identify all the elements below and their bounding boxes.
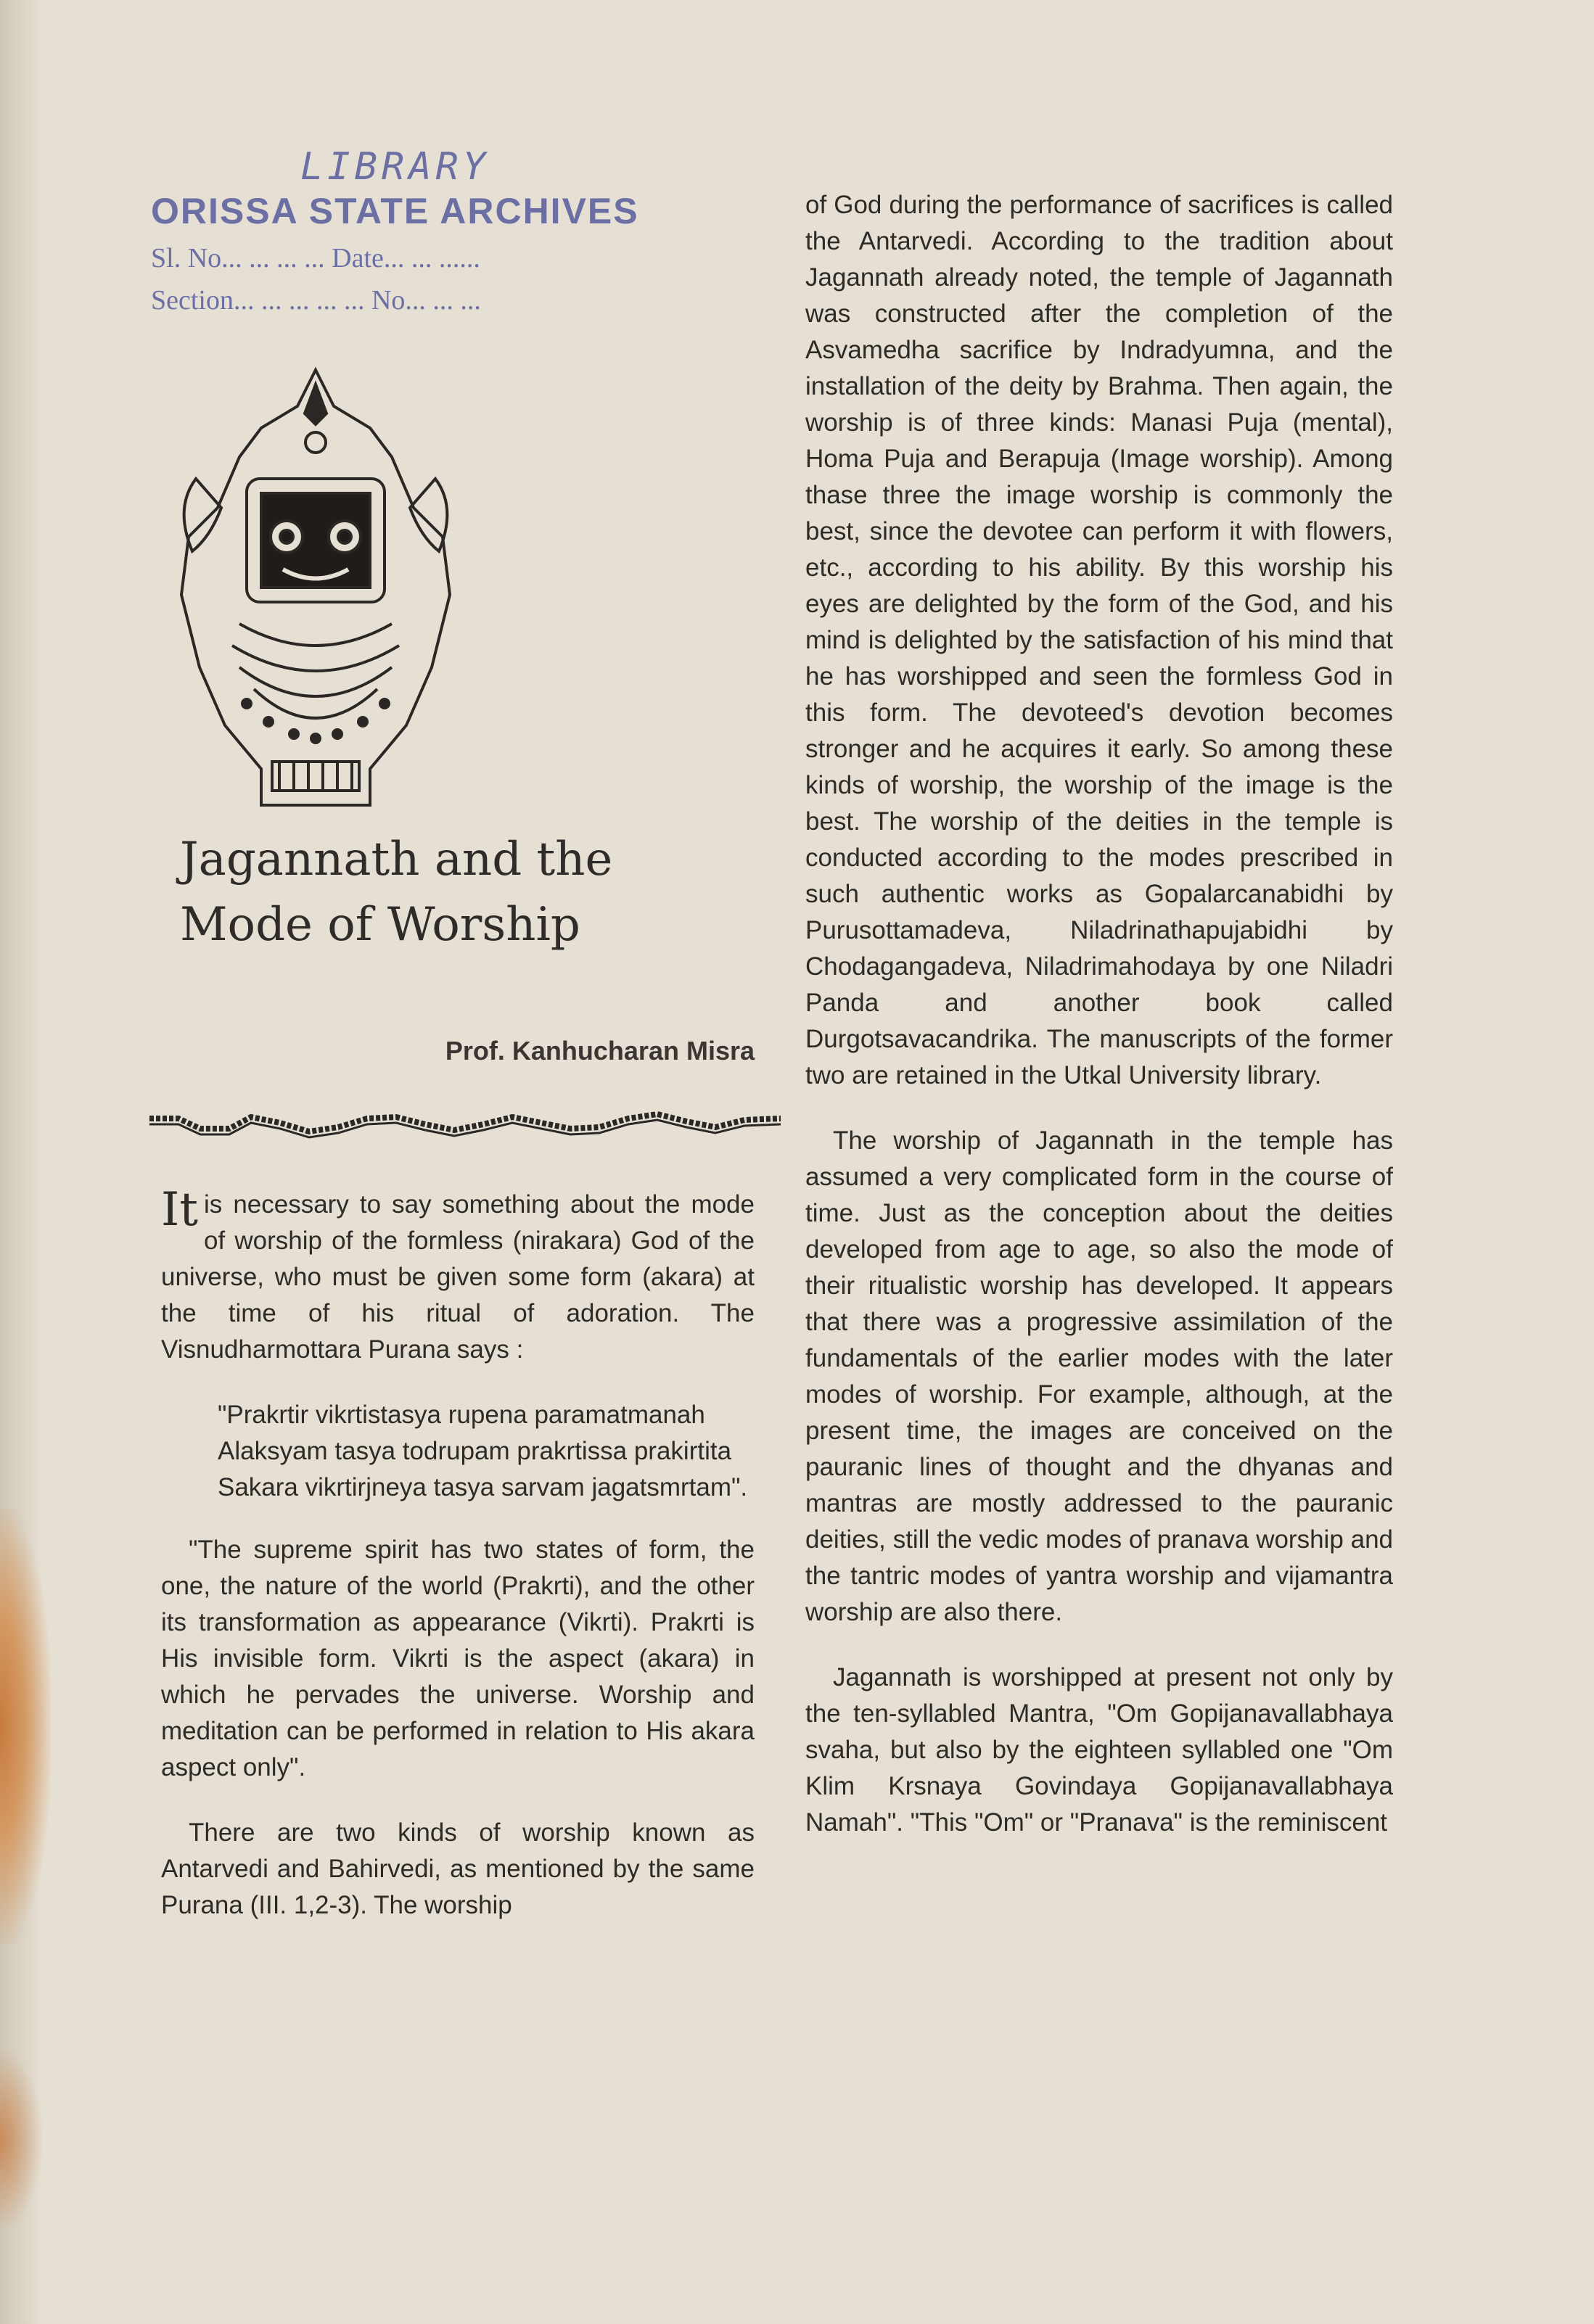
stamp-section-line: Section... ... ... ... ... No... ... ... [151, 285, 481, 316]
stamp-serial-line: Sl. No... ... ... ... Date... ... ...... [151, 243, 480, 273]
drop-cap: It [161, 1183, 198, 1237]
paragraph-kinds: There are two kinds of worship known as Antarvedi and Bahirvedi, as mentioned by the same Purana (III. 1,2-3). The worship [161, 1818, 755, 1919]
idol-left-arm [184, 479, 221, 551]
stamp-library-text: LIBRARY [300, 145, 490, 189]
sanskrit-verse: "Prakrtir vikrtistasya rupena paramatmanah Alaksyam tasya todrupam prakrtissa prakirtita Sakara vikrtirjneya tasya sarvam jagatsmrtam". [218, 1401, 748, 1501]
paragraph-intro [161, 1183, 755, 1368]
idol-right-arm [410, 479, 447, 551]
idol-crown-dot [305, 432, 326, 453]
paper-stain [0, 1509, 51, 1944]
paragraph-complicated-form: The worship of Jagannath in the temple has assumed a very complicated form in the course of time. Just as the conception about the deities developed from age to age, so also the mode of their ritualistic worship has developed. It appears that there was a progressive assimilation of the fundamentals of the earlier modes with the later modes of worship. For example, although, at the present time, the images are conceived on the pauranic lines of thought and the dhyanas and mantras are mostly addressed to the pauranic deities, still the vedic modes of pranava worship and the tantric modes of yantra worship and vijamantra worship are also there. [805, 1126, 1393, 1626]
title-line-2: Mode of Worship [180, 898, 580, 952]
right-column [805, 187, 1393, 1870]
paragraph-intro-text: is necessary to say something about the mode of worship of the formless (nirakara) God of the universe, who must be given some form (akara) at the time of his ritual of adoration. The Visnudharmottara Purana says : [161, 1190, 755, 1364]
paragraph-mantra: Jagannath is worshipped at present not only by the ten-syllabled Mantra, "Om Gopijanavallabhaya svaha, but also by the eighteen syllabled one "Om Klim Krsnaya Govindaya Gopijanavallabhaya Namah". "This "Om" or "Pranava" is the reminiscent [805, 1663, 1393, 1837]
article-title [180, 827, 775, 957]
library-stamp [151, 145, 673, 316]
author-byline: Prof. Kanhucharan Misra [445, 1036, 755, 1066]
left-column [161, 1183, 755, 1953]
idol-crown [305, 384, 326, 424]
paper-stain [0, 2045, 44, 2234]
stamp-org-text: ORISSA STATE ARCHIVES [151, 191, 639, 231]
paragraph-antarvedi: of God during the performance of sacrifices is called the Antarvedi. According to the tradition about Jagannath already noted, the temple of Jagannath was constructed after the completion of the Asvamedha sacrifice by Indradyumna, and the installation of the deity by Brahma. Then again, the worship is of three kinds: Manasi Puja (mental), Homa Puja and Berapuja (Image worship). Among thase three the image worship is commonly the best, since the devotee can perform it with flowers, etc., according to his ability. By this worship his eyes are delighted by the form of the God, and his mind is delighted by the satisfaction of his mind that he has worshipped and seen the formless God in this form. The devoteed's devotion becomes stronger and he acquires it early. So among these kinds of worship, the worship of the image is the best. The worship of the deities in the temple is conducted according to the modes prescribed in such authentic works as Gopalarcanabidhi by Purusottamadeva, Niladrinathapujabidhi by Chodagangadeva, Niladrimahodaya by one Niladri Panda and another book called Durgotsavacandrika. The manuscripts of the former two are retained in the Utkal University library. [805, 191, 1393, 1089]
jagannath-illustration [152, 363, 479, 812]
page-edge [0, 0, 44, 2324]
paragraph-translation: "The supreme spirit has two states of form, the one, the nature of the world (Prakrti), and the other its transformation as appearance (Vikrti). Prakrti is His invisible form. Vikrti is the aspect (akara) in which he pervades the universe. Worship and meditation can be performed in relation to His akara aspect only". [161, 1536, 755, 1781]
title-line-1: Jagannath and the [180, 833, 613, 886]
idol-beads [242, 699, 389, 743]
idol-base [272, 762, 359, 791]
decorative-rule [149, 1103, 781, 1146]
